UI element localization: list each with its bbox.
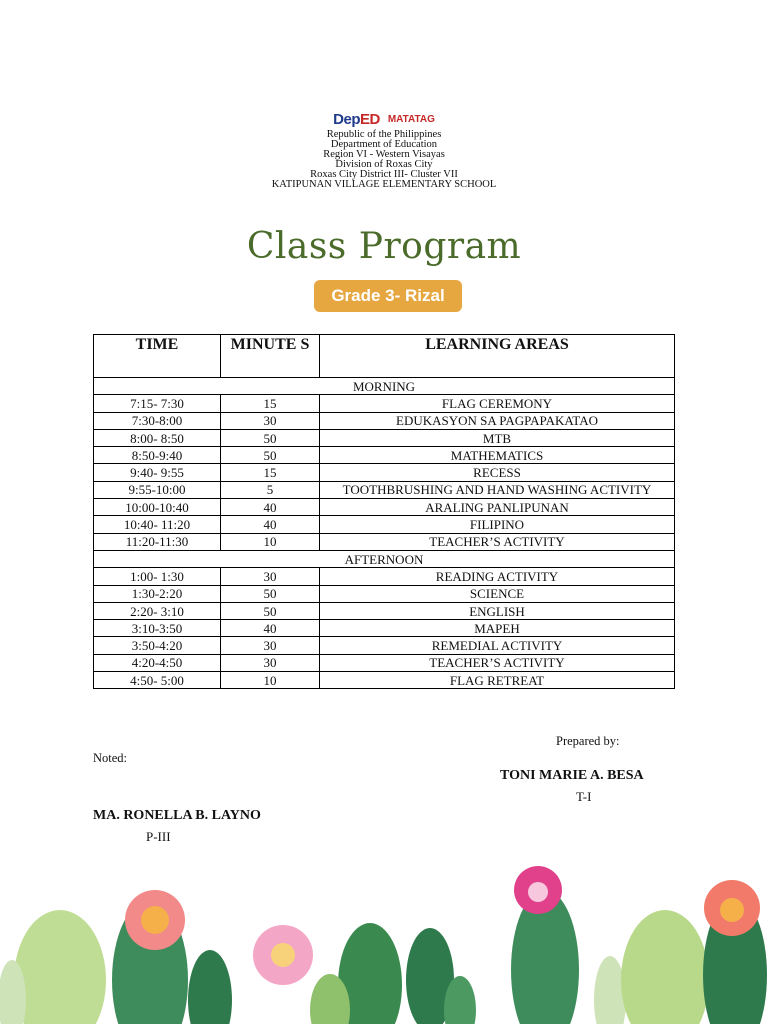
learning-area-cell: ARALING PANLIPUNAN bbox=[320, 499, 675, 516]
noter-name: MA. RONELLA B. LAYNO bbox=[93, 808, 261, 823]
agency-line-department: Department of Education bbox=[330, 139, 438, 150]
time-cell: 1:30-2:20 bbox=[94, 585, 221, 602]
learning-area-cell: READING ACTIVITY bbox=[320, 568, 675, 585]
preparer-name: TONI MARIE A. BESA bbox=[500, 768, 644, 783]
time-cell: 7:15- 7:30 bbox=[94, 395, 221, 412]
table-row bbox=[94, 637, 675, 654]
matatag-logo: MATATAG bbox=[387, 113, 435, 125]
learning-area-cell: FLAG RETREAT bbox=[320, 672, 675, 689]
learning-area-cell: SCIENCE bbox=[320, 585, 675, 602]
table-row bbox=[94, 429, 675, 446]
section-label-afternoon: AFTERNOON bbox=[94, 550, 675, 567]
agency-line-division: Division of Roxas City bbox=[335, 159, 433, 170]
letterhead bbox=[0, 108, 768, 190]
section-label-morning: MORNING bbox=[94, 378, 675, 395]
learning-area-cell: REMEDIAL ACTIVITY bbox=[320, 637, 675, 654]
time-cell: 4:50- 5:00 bbox=[94, 672, 221, 689]
learning-area-cell: MATHEMATICS bbox=[320, 447, 675, 464]
noted-label: Noted: bbox=[93, 751, 128, 765]
time-cell: 10:40- 11:20 bbox=[94, 516, 221, 533]
time-cell: 2:20- 3:10 bbox=[94, 602, 221, 619]
table-row bbox=[94, 654, 675, 671]
time-cell: 8:00- 8:50 bbox=[94, 429, 221, 446]
minutes-cell: 10 bbox=[221, 533, 320, 550]
learning-area-cell: ENGLISH bbox=[320, 602, 675, 619]
learning-area-cell: TOOTHBRUSHING AND HAND WASHING ACTIVITY bbox=[320, 481, 675, 498]
agency-line-school: KATIPUNAN VILLAGE ELEMENTARY SCHOOL bbox=[271, 179, 497, 190]
header-minutes: MINUTE S bbox=[221, 335, 320, 378]
agency-line-district: Roxas City District III- Cluster VII bbox=[310, 169, 458, 180]
flower-magenta bbox=[514, 866, 562, 914]
minutes-cell: 15 bbox=[221, 464, 320, 481]
time-cell: 8:50-9:40 bbox=[94, 447, 221, 464]
table-row bbox=[94, 481, 675, 498]
learning-area-cell: RECESS bbox=[320, 464, 675, 481]
agency-line-republic: Republic of the Philippines bbox=[326, 129, 442, 140]
learning-area-cell: MAPEH bbox=[320, 620, 675, 637]
table-row bbox=[94, 447, 675, 464]
time-cell: 10:00-10:40 bbox=[94, 499, 221, 516]
table-row bbox=[94, 672, 675, 689]
time-cell: 3:50-4:20 bbox=[94, 637, 221, 654]
table-row bbox=[94, 464, 675, 481]
deped-logo bbox=[333, 111, 380, 128]
cactus-group-middle bbox=[310, 923, 476, 1024]
table-row bbox=[94, 620, 675, 637]
noter-position: P-III bbox=[146, 829, 171, 844]
minutes-cell: 40 bbox=[221, 620, 320, 637]
time-cell: 7:30-8:00 bbox=[94, 412, 221, 429]
time-cell: 4:20-4:50 bbox=[94, 654, 221, 671]
table-row bbox=[94, 412, 675, 429]
cactus-flower-illustration bbox=[0, 860, 768, 1024]
time-cell: 3:10-3:50 bbox=[94, 620, 221, 637]
learning-area-cell: TEACHER’S ACTIVITY bbox=[320, 533, 675, 550]
deped-logo-part2: ED bbox=[359, 110, 380, 128]
header-time: TIME bbox=[94, 335, 221, 378]
minutes-cell: 40 bbox=[221, 516, 320, 533]
flower-coral bbox=[125, 890, 185, 950]
grade-section-badge: Grade 3- Rizal bbox=[314, 280, 462, 312]
minutes-cell: 15 bbox=[221, 395, 320, 412]
flower-coral-right bbox=[704, 880, 760, 936]
minutes-cell: 50 bbox=[221, 447, 320, 464]
table-row bbox=[94, 602, 675, 619]
learning-area-cell: FILIPINO bbox=[320, 516, 675, 533]
agency-line-region: Region VI - Western Visayas bbox=[323, 149, 445, 160]
table-row bbox=[94, 585, 675, 602]
flower-pink bbox=[253, 925, 313, 985]
minutes-cell: 40 bbox=[221, 499, 320, 516]
table-header-row bbox=[94, 335, 675, 378]
learning-area-cell: FLAG CEREMONY bbox=[320, 395, 675, 412]
learning-area-cell: MTB bbox=[320, 429, 675, 446]
minutes-cell: 30 bbox=[221, 568, 320, 585]
minutes-cell: 10 bbox=[221, 672, 320, 689]
table-row bbox=[94, 568, 675, 585]
time-cell: 9:40- 9:55 bbox=[94, 464, 221, 481]
class-schedule-table bbox=[93, 334, 675, 689]
minutes-cell: 50 bbox=[221, 429, 320, 446]
learning-area-cell: TEACHER’S ACTIVITY bbox=[320, 654, 675, 671]
learning-area-cell: EDUKASYON SA PAGPAPAKATAO bbox=[320, 412, 675, 429]
table-row bbox=[94, 533, 675, 550]
section-row bbox=[94, 378, 675, 395]
minutes-cell: 30 bbox=[221, 637, 320, 654]
minutes-cell: 30 bbox=[221, 412, 320, 429]
minutes-cell: 50 bbox=[221, 602, 320, 619]
page-title: Class Program bbox=[246, 226, 522, 267]
table-row bbox=[94, 499, 675, 516]
deped-logo-part1: Dep bbox=[333, 110, 360, 128]
table-row bbox=[94, 516, 675, 533]
prepared-by-label: Prepared by: bbox=[556, 734, 620, 748]
logo-row bbox=[0, 108, 768, 130]
preparer-position: T-I bbox=[576, 789, 592, 804]
section-row bbox=[94, 550, 675, 567]
cactus-group-left bbox=[0, 900, 232, 1024]
time-cell: 11:20-11:30 bbox=[94, 533, 221, 550]
time-cell: 1:00- 1:30 bbox=[94, 568, 221, 585]
time-cell: 9:55-10:00 bbox=[94, 481, 221, 498]
minutes-cell: 50 bbox=[221, 585, 320, 602]
minutes-cell: 30 bbox=[221, 654, 320, 671]
table-row bbox=[94, 395, 675, 412]
minutes-cell: 5 bbox=[221, 481, 320, 498]
header-learning-areas: LEARNING AREAS bbox=[320, 335, 675, 378]
